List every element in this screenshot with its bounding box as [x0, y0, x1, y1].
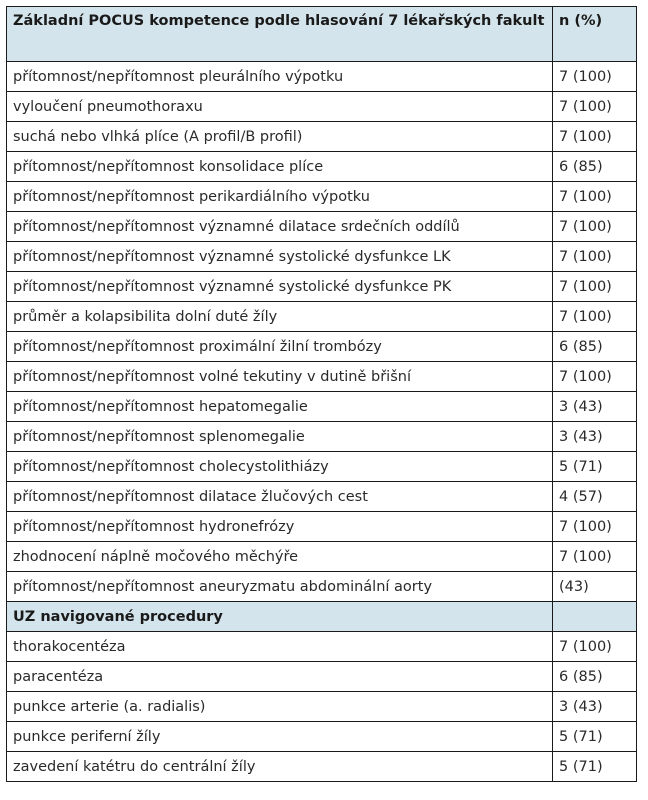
n-percent-value: 4 (57) [553, 482, 637, 512]
table-row [7, 512, 637, 542]
competence-item: zhodnocení náplně močového měchýře [7, 542, 553, 572]
n-percent-value: 7 (100) [553, 122, 637, 152]
table-row [7, 662, 637, 692]
table-row [7, 242, 637, 272]
table-header-row [7, 7, 637, 62]
table-row [7, 272, 637, 302]
competence-item: thorakocentéza [7, 632, 553, 662]
n-percent-value: 3 (43) [553, 422, 637, 452]
table-row [7, 332, 637, 362]
competence-item: přítomnost/nepřítomnost splenomegalie [7, 422, 553, 452]
competence-item: přítomnost/nepřítomnost konsolidace plíce [7, 152, 553, 182]
n-percent-value: (43) [553, 572, 637, 602]
table-row [7, 182, 637, 212]
table-row [7, 632, 637, 662]
n-percent-value: 7 (100) [553, 62, 637, 92]
n-percent-value: 7 (100) [553, 362, 637, 392]
competence-item: přítomnost/nepřítomnost pleurálního výpotku [7, 62, 553, 92]
competence-item: punkce arterie (a. radialis) [7, 692, 553, 722]
section-n-header [553, 602, 637, 632]
table-row [7, 692, 637, 722]
table-row [7, 62, 637, 92]
n-percent-value: 7 (100) [553, 92, 637, 122]
competence-item: přítomnost/nepřítomnost významné dilatace srdečních oddílů [7, 212, 553, 242]
n-percent-value: 3 (43) [553, 392, 637, 422]
n-percent-value: 3 (43) [553, 692, 637, 722]
n-percent-value: 7 (100) [553, 272, 637, 302]
pocus-competence-table [6, 6, 637, 782]
competence-item: přítomnost/nepřítomnost proximální žilní trombózy [7, 332, 553, 362]
table-row [7, 422, 637, 452]
table-row [7, 452, 637, 482]
competence-item: přítomnost/nepřítomnost perikardiálního výpotku [7, 182, 553, 212]
competence-item: přítomnost/nepřítomnost významné systolické dysfunkce PK [7, 272, 553, 302]
table-row [7, 302, 637, 332]
competence-item: zavedení katétru do centrální žíly [7, 752, 553, 782]
n-percent-value: 7 (100) [553, 632, 637, 662]
table-row [7, 572, 637, 602]
table-row [7, 752, 637, 782]
table-row [7, 482, 637, 512]
n-percent-value: 7 (100) [553, 512, 637, 542]
n-percent-value: 6 (85) [553, 332, 637, 362]
n-percent-value: 5 (71) [553, 752, 637, 782]
competence-item: průměr a kolapsibilita dolní duté žíly [7, 302, 553, 332]
table-row [7, 542, 637, 572]
n-percent-value: 7 (100) [553, 242, 637, 272]
competence-item: přítomnost/nepřítomnost hepatomegalie [7, 392, 553, 422]
n-percent-value: 7 (100) [553, 302, 637, 332]
competence-item: vyloučení pneumothoraxu [7, 92, 553, 122]
competence-item: přítomnost/nepřítomnost dilatace žlučových cest [7, 482, 553, 512]
competence-item: přítomnost/nepřítomnost významné systolické dysfunkce LK [7, 242, 553, 272]
table-title: Základní POCUS kompetence podle hlasování 7 lékařských fakult [7, 7, 553, 62]
table-row [7, 722, 637, 752]
table-row [7, 92, 637, 122]
competence-item: přítomnost/nepřítomnost aneuryzmatu abdominální aorty [7, 572, 553, 602]
n-percent-value: 6 (85) [553, 662, 637, 692]
section-header-row [7, 602, 637, 632]
table-row [7, 392, 637, 422]
competence-item: punkce periferní žíly [7, 722, 553, 752]
n-percent-header: n (%) [553, 7, 637, 62]
n-percent-value: 7 (100) [553, 542, 637, 572]
section-title: UZ navigované procedury [7, 602, 553, 632]
competence-item: suchá nebo vlhká plíce (A profil/B profil) [7, 122, 553, 152]
n-percent-value: 7 (100) [553, 212, 637, 242]
table-row [7, 212, 637, 242]
competence-item: paracentéza [7, 662, 553, 692]
competence-item: přítomnost/nepřítomnost volné tekutiny v dutině břišní [7, 362, 553, 392]
table-row [7, 122, 637, 152]
n-percent-value: 6 (85) [553, 152, 637, 182]
competence-item: přítomnost/nepřítomnost cholecystolithiázy [7, 452, 553, 482]
n-percent-value: 5 (71) [553, 722, 637, 752]
n-percent-value: 5 (71) [553, 452, 637, 482]
n-percent-value: 7 (100) [553, 182, 637, 212]
table-row [7, 362, 637, 392]
table-row [7, 152, 637, 182]
competence-item: přítomnost/nepřítomnost hydronefrózy [7, 512, 553, 542]
